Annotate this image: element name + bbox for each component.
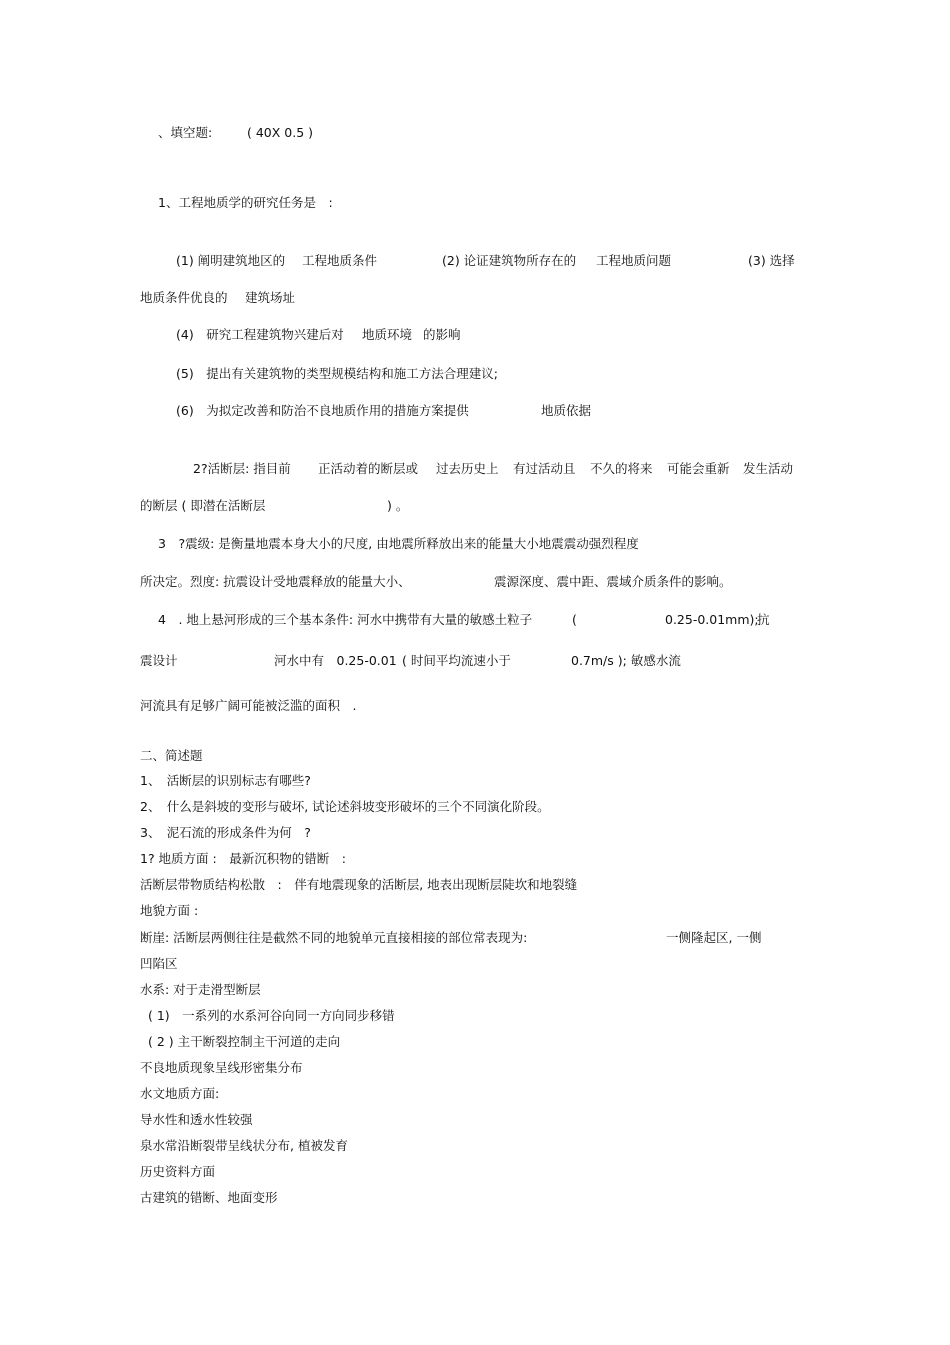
q4-line2-part: ( 时间平均流速小于 — [402, 653, 511, 668]
q4-line3: 河流具有足够广阔可能被泛滥的面积 . — [140, 698, 357, 713]
q1-item6-part: 地质依据 — [541, 403, 592, 418]
answer-line: 历史资料方面 — [140, 1164, 216, 1179]
q4-line1-part: 4 . 地上悬河形成的三个基本条件: 河水中携带有大量的敏感土粒子 — [158, 612, 533, 627]
answer-line: 水文地质方面: — [140, 1086, 220, 1101]
section2-heading: 二、简述题 — [140, 748, 203, 763]
q3-line1: 3 ?震级: 是衡量地震本身大小的尺度, 由地震所释放出来的能量大小地震震动强烈程度 — [158, 536, 639, 551]
q1-item4-part: (4) 研究工程建筑物兴建后对 — [176, 327, 344, 342]
q1-line1-part: 工程地质问题 — [596, 253, 672, 268]
q2-line1-part: 正活动着的断层或 — [318, 461, 419, 476]
section2-question-3: 3、 泥石流的形成条件为何 ? — [140, 825, 311, 840]
section1-heading: 、填空题: — [158, 125, 213, 140]
answer-line: 泉水常沿断裂带呈线状分布, 植被发育 — [140, 1138, 348, 1153]
q2-line1-part: 可能会重新 — [667, 461, 730, 476]
q3-line2-part: 震源深度、震中距、震域介质条件的影响。 — [494, 574, 732, 589]
q1-line2-part: 地质条件优良的 — [140, 290, 228, 305]
answer-line: 导水性和透水性较强 — [140, 1112, 253, 1127]
q4-line2-part: 震设计 — [140, 653, 178, 668]
q2-line1-part: 过去历史上 — [436, 461, 499, 476]
q3-line2-part: 所决定。烈度: 抗震设计受地震释放的能量大小、 — [140, 574, 411, 589]
q4-line1-part: ( — [572, 612, 577, 627]
q1-item4-part: 的影响 — [423, 327, 461, 342]
answer-line: 古建筑的错断、地面变形 — [140, 1190, 278, 1205]
section1-scoring: ( 40X 0.5 ) — [247, 125, 314, 140]
q1-line1-part: (3) 选择 — [748, 253, 795, 268]
q1-item4-part: 地质环境 — [362, 327, 413, 342]
q1-line1-part: (2) 论证建筑物所存在的 — [442, 253, 577, 268]
q2-line2-part: ) 。 — [387, 498, 409, 513]
answer-line: 断崖: 活断层两侧往往是截然不同的地貌单元直接相接的部位常表现为: — [140, 930, 528, 945]
q4-line1-part: 抗 — [757, 612, 770, 627]
answer-line: ( 1) 一系列的水系河谷向同一方向同步移错 — [148, 1008, 395, 1023]
q4-line2-part: 0.7m/s ); 敏感水流 — [571, 653, 681, 668]
q1-line1-part: 工程地质条件 — [302, 253, 378, 268]
q1-title: 1、工程地质学的研究任务是 : — [158, 195, 333, 210]
q4-line1-part: 0.25-0.01mm); — [665, 612, 759, 627]
q1-line1-part: (1) 阐明建筑地区的 — [176, 253, 286, 268]
answer-line: 水系: 对于走滑型断层 — [140, 982, 261, 997]
answer-line: 不良地质现象呈线形密集分布 — [140, 1060, 303, 1075]
answer-line: 地貌方面 : — [140, 903, 199, 918]
q2-line1-part: 2?活断层: 指目前 — [193, 461, 291, 476]
answer-line: 活断层带物质结构松散 : 伴有地震现象的活断层, 地表出现断层陡坎和地裂缝 — [140, 877, 578, 892]
q2-line1-part: 不久的将来 — [590, 461, 653, 476]
q1-line2-part: 建筑场址 — [245, 290, 296, 305]
q1-item6-part: (6) 为拟定改善和防治不良地质作用的措施方案提供 — [176, 403, 469, 418]
answer-line: ( 2 ) 主干断裂控制主干河道的走向 — [148, 1034, 341, 1049]
section2-question-2: 2、 什么是斜坡的变形与破坏, 试论述斜坡变形破坏的三个不同演化阶段。 — [140, 799, 550, 814]
q2-line2-part: 的断层 ( 即潜在活断层 — [140, 498, 266, 513]
answer-line: 凹陷区 — [140, 956, 178, 971]
q1-item5: (5) 提出有关建筑物的类型规模结构和施工方法合理建议; — [176, 366, 498, 381]
q4-line2-part: 河水中有 0.25-0.01 — [274, 653, 397, 668]
q2-line1-part: 有过活动且 — [513, 461, 576, 476]
section2-question-1: 1、 活断层的识别标志有哪些? — [140, 773, 311, 788]
answer-line: 一侧隆起区, 一侧 — [666, 930, 762, 945]
q2-line1-part: 发生活动 — [743, 461, 794, 476]
answer-line: 1? 地质方面 : 最新沉积物的错断 : — [140, 851, 346, 866]
